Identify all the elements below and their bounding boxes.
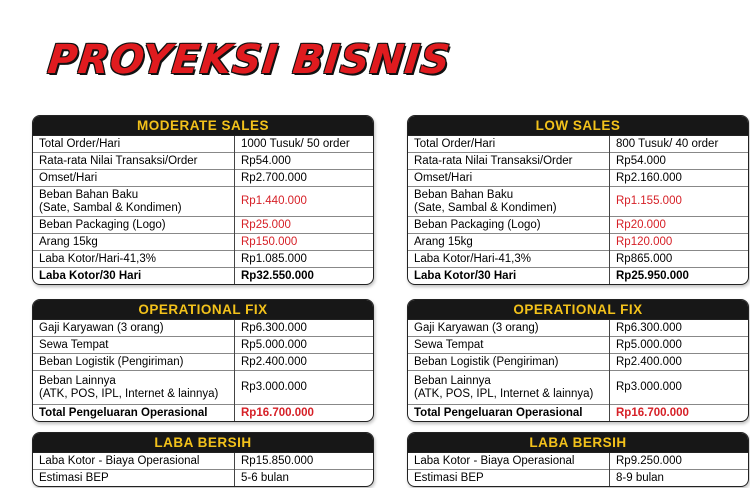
row-label: Arang 15kg bbox=[408, 234, 610, 251]
row-value: Rp25.950.000 bbox=[610, 268, 749, 285]
card-header: LABA BERSIH bbox=[408, 433, 748, 453]
table-row bbox=[408, 371, 748, 405]
row-label: Total Order/Hari bbox=[33, 136, 235, 153]
row-value: Rp5.000.000 bbox=[235, 337, 374, 354]
row-label bbox=[33, 371, 235, 405]
row-value: Rp54.000 bbox=[610, 153, 749, 170]
row-label: Arang 15kg bbox=[33, 234, 235, 251]
row-label: Gaji Karyawan (3 orang) bbox=[408, 320, 610, 337]
row-value: Rp16.700.000 bbox=[610, 405, 749, 422]
row-label bbox=[33, 187, 235, 217]
table-row bbox=[33, 187, 373, 217]
row-value: Rp2.160.000 bbox=[610, 170, 749, 187]
operational-fix-card-right bbox=[407, 299, 749, 422]
row-label-line1: Beban Bahan Baku bbox=[39, 188, 139, 201]
card-header: OPERATIONAL FIX bbox=[408, 300, 748, 320]
row-value: Rp2.700.000 bbox=[235, 170, 374, 187]
row-label-line1: Beban Lainnya bbox=[39, 374, 116, 387]
card-header: OPERATIONAL FIX bbox=[33, 300, 373, 320]
row-value: Rp16.700.000 bbox=[235, 405, 374, 422]
row-value: Rp15.850.000 bbox=[241, 454, 314, 467]
table-row bbox=[408, 354, 748, 371]
table-row bbox=[33, 234, 373, 251]
table-row bbox=[408, 251, 748, 268]
row-value: Rp1.155.000 bbox=[610, 187, 749, 217]
table-row bbox=[33, 320, 373, 337]
row-value: 5-6 bulan bbox=[235, 470, 374, 487]
table-row bbox=[408, 470, 748, 487]
row-value: Rp1.440.000 bbox=[235, 187, 374, 217]
row-label: Beban Logistik (Pengiriman) bbox=[33, 354, 235, 371]
row-value: 8-9 bulan bbox=[610, 470, 749, 487]
row-value: Rp6.300.000 bbox=[616, 321, 682, 334]
row-label: Laba Kotor - Biaya Operasional bbox=[33, 453, 235, 470]
page-title: PROYEKSI BISNIS bbox=[45, 37, 453, 83]
row-label: Rata-rata Nilai Transaksi/Order bbox=[33, 153, 235, 170]
table-row bbox=[33, 136, 373, 153]
table-row bbox=[408, 136, 748, 153]
table-row bbox=[408, 453, 748, 470]
row-value: Rp5.000.000 bbox=[610, 337, 749, 354]
row-label: Estimasi BEP bbox=[408, 470, 610, 487]
row-label: Laba Kotor/Hari-41,3% bbox=[33, 251, 235, 268]
row-label bbox=[408, 187, 610, 217]
row-label: Sewa Tempat bbox=[33, 337, 235, 354]
row-value: Rp150.000 bbox=[235, 234, 374, 251]
table-row bbox=[408, 337, 748, 354]
table-row bbox=[408, 234, 748, 251]
laba-bersih-card-right bbox=[407, 432, 749, 487]
row-value: Rp32.550.000 bbox=[235, 268, 374, 285]
row-value: Rp865.000 bbox=[610, 251, 749, 268]
table-row bbox=[33, 354, 373, 371]
card-header: MODERATE SALES bbox=[33, 116, 373, 136]
row-label: Laba Kotor - Biaya Operasional bbox=[408, 453, 610, 470]
card-header: LABA BERSIH bbox=[33, 433, 373, 453]
table-row bbox=[33, 337, 373, 354]
laba-bersih-table bbox=[33, 453, 373, 486]
row-label bbox=[408, 371, 610, 405]
row-label-line2: (ATK, POS, IPL, Internet & lainnya) bbox=[39, 387, 219, 400]
table-row bbox=[33, 453, 373, 470]
row-label: Gaji Karyawan (3 orang) bbox=[33, 320, 235, 337]
row-value: 1000 Tusuk/ 50 order bbox=[241, 137, 350, 150]
row-label-line1: Beban Lainnya bbox=[414, 374, 491, 387]
table-row bbox=[33, 217, 373, 234]
row-value: Rp9.250.000 bbox=[616, 454, 682, 467]
card-header: LOW SALES bbox=[408, 116, 748, 136]
row-label: Laba Kotor/Hari-41,3% bbox=[408, 251, 610, 268]
row-label: Estimasi BEP bbox=[33, 470, 235, 487]
row-label: Total Pengeluaran Operasional bbox=[33, 405, 235, 422]
row-value: Rp20.000 bbox=[610, 217, 749, 234]
table-row bbox=[33, 470, 373, 487]
table-row bbox=[33, 268, 373, 285]
row-value: Rp120.000 bbox=[610, 234, 749, 251]
row-value: Rp2.400.000 bbox=[235, 354, 374, 371]
row-label: Total Pengeluaran Operasional bbox=[408, 405, 610, 422]
row-label: Beban Packaging (Logo) bbox=[33, 217, 235, 234]
row-value: Rp3.000.000 bbox=[235, 371, 374, 405]
row-value: Rp2.400.000 bbox=[610, 354, 749, 371]
table-row bbox=[408, 170, 748, 187]
row-label: Total Order/Hari bbox=[408, 136, 610, 153]
table-row bbox=[408, 320, 748, 337]
row-label-line2: (Sate, Sambal & Kondimen) bbox=[414, 201, 557, 214]
row-label: Beban Logistik (Pengiriman) bbox=[408, 354, 610, 371]
row-label: Laba Kotor/30 Hari bbox=[33, 268, 235, 285]
table-row bbox=[33, 405, 373, 422]
moderate-sales-table bbox=[33, 136, 373, 284]
row-value: Rp1.085.000 bbox=[235, 251, 374, 268]
laba-bersih-table bbox=[408, 453, 748, 486]
row-label-line2: (ATK, POS, IPL, Internet & lainnya) bbox=[414, 387, 594, 400]
row-label-line2: (Sate, Sambal & Kondimen) bbox=[39, 201, 182, 214]
low-sales-table bbox=[408, 136, 748, 284]
row-value: 800 Tusuk/ 40 order bbox=[616, 137, 719, 150]
row-label: Omset/Hari bbox=[408, 170, 610, 187]
row-value: Rp25.000 bbox=[235, 217, 374, 234]
moderate-sales-card bbox=[32, 115, 374, 285]
table-row bbox=[33, 153, 373, 170]
table-row bbox=[408, 187, 748, 217]
row-label: Omset/Hari bbox=[33, 170, 235, 187]
row-label: Beban Packaging (Logo) bbox=[408, 217, 610, 234]
row-label-line1: Beban Bahan Baku bbox=[414, 188, 514, 201]
row-label: Rata-rata Nilai Transaksi/Order bbox=[408, 153, 610, 170]
table-row bbox=[33, 170, 373, 187]
laba-bersih-card-left bbox=[32, 432, 374, 487]
row-value: Rp54.000 bbox=[235, 153, 374, 170]
low-sales-card bbox=[407, 115, 749, 285]
table-row bbox=[33, 371, 373, 405]
operational-fix-card-left bbox=[32, 299, 374, 422]
operational-table bbox=[408, 320, 748, 421]
operational-table bbox=[33, 320, 373, 421]
table-row bbox=[408, 268, 748, 285]
row-value: Rp3.000.000 bbox=[610, 371, 749, 405]
row-label: Laba Kotor/30 Hari bbox=[408, 268, 610, 285]
table-row bbox=[408, 153, 748, 170]
table-row bbox=[33, 251, 373, 268]
table-row bbox=[408, 217, 748, 234]
table-row bbox=[408, 405, 748, 422]
row-label: Sewa Tempat bbox=[408, 337, 610, 354]
row-value: Rp6.300.000 bbox=[241, 321, 307, 334]
